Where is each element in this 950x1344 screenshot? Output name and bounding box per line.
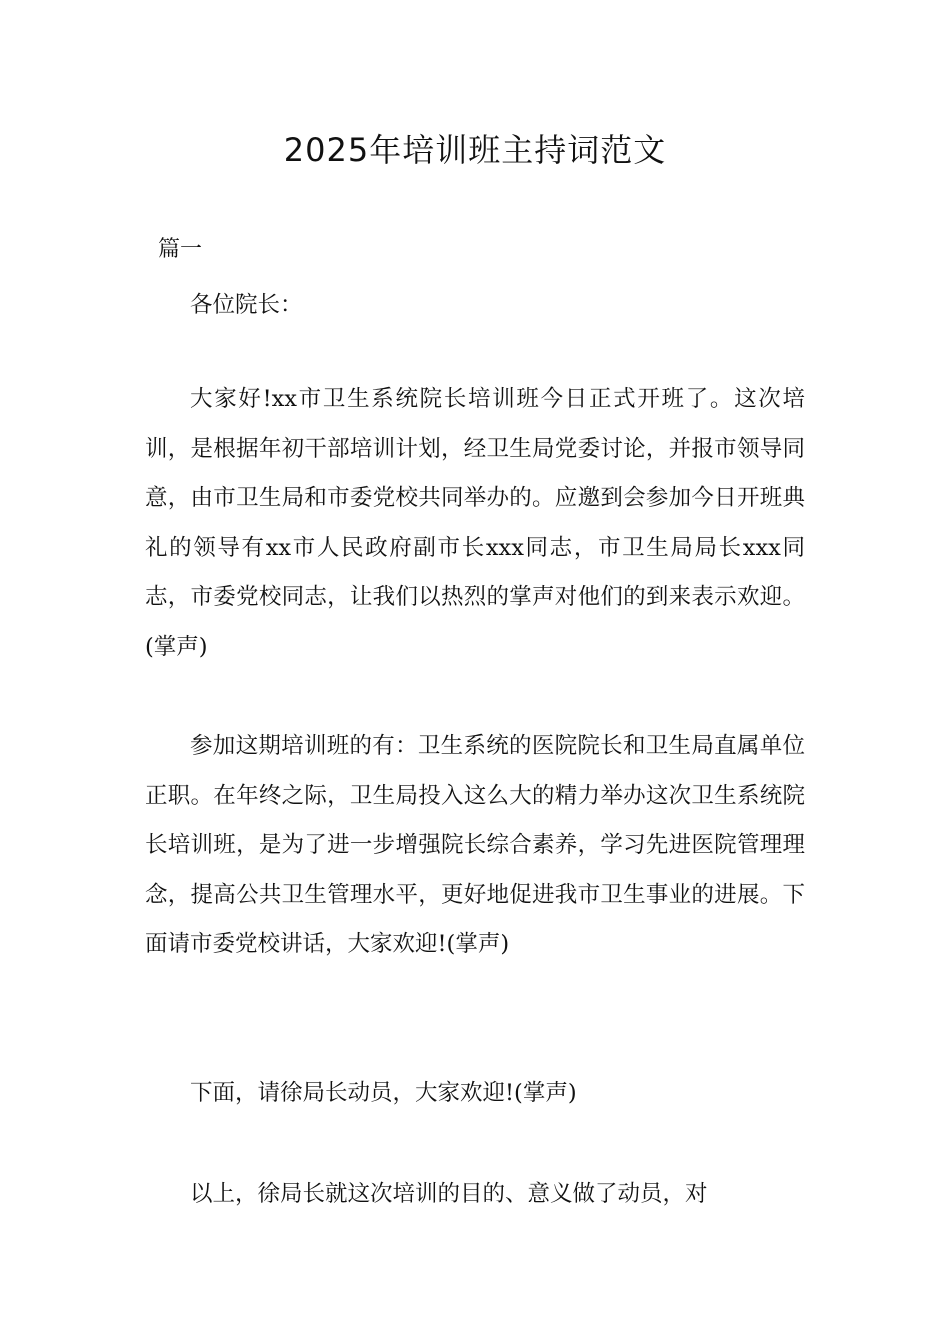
paragraph-opening: 大家好!xx市卫生系统院长培训班今日正式开班了。这次培训，是根据年初干部培训计划，经卫生局党委讨论，并报市领导同意，由市卫生局和市委党校共同举办的。应邀到会参加今日开班典礼的领导有xx市人民政府副市长xxx同志，市卫生局局长xxx同志，市委党校同志，让我们以热烈的掌声对他们的到来表示欢迎。(掌声) (145, 386, 805, 660)
salutation: 各位院长： (190, 292, 303, 318)
paragraph-participants: 参加这期培训班的有：卫生系统的医院院长和卫生局直属单位正职。在年终之际，卫生局投入这么大的精力举办这次卫生系统院长培训班，是为了进一步增强院长综合素养，学习先进医院管理理念，提高公共卫生管理水平，更好地促进我市卫生事业的进展。下面请市委党校讲话，大家欢迎!(掌声) (145, 733, 805, 958)
paragraph-mobilization: 下面，请徐局长动员，大家欢迎!(掌声) (190, 1080, 577, 1106)
section-label: 篇一 (158, 237, 203, 262)
document-title: 2025年培训班主持词范文 (283, 131, 667, 169)
paragraph-summary: 以上，徐局长就这次培训的目的、意义做了动员，对 (190, 1181, 708, 1207)
